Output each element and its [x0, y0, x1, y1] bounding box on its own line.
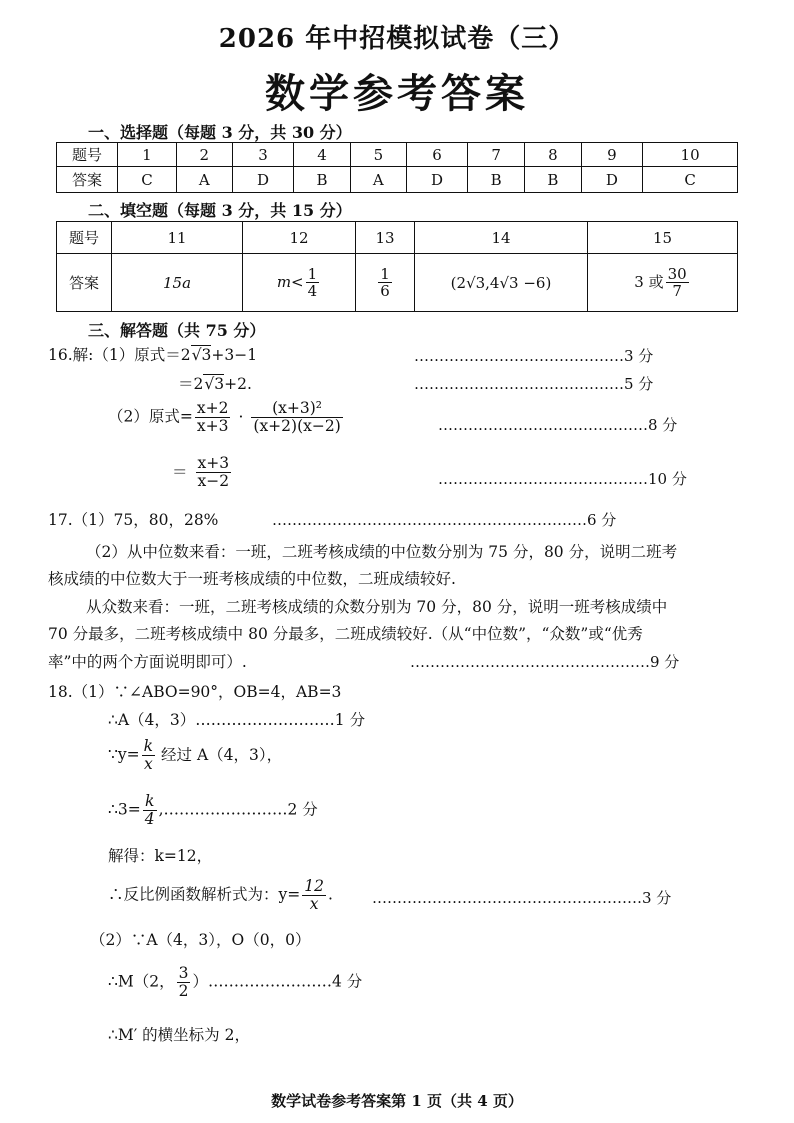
answer-row — [57, 254, 738, 312]
table-cell: 7 — [468, 143, 525, 167]
text: . — [327, 885, 333, 904]
table-cell — [356, 254, 415, 312]
denominator: 4 — [144, 810, 155, 829]
q17-paragraph3-line1: 从众数来看：一班，二班考核成绩的众数分别为 70 分，80 分，说明一班考核成绩中 — [86, 598, 668, 616]
fraction — [195, 400, 231, 435]
table-cell: 3 — [232, 143, 293, 167]
table-cell: 14 — [415, 222, 588, 254]
table-cell: 10 — [643, 143, 738, 167]
table-cell: 4 — [294, 143, 351, 167]
denominator: 7 — [672, 282, 682, 300]
table-cell: A — [176, 167, 232, 193]
section2-heading: 二、填空题（每题 3 分，共 15 分） — [88, 201, 352, 220]
q17-paragraph3-line2: 70 分最多，二班考核成绩中 80 分最多，二班成绩较好.（从“中位数”，“众数”或“优秀 — [48, 625, 643, 643]
numerator: 12 — [304, 877, 324, 895]
text: ∴3= — [108, 800, 141, 819]
question-number-row — [57, 143, 738, 167]
table-cell — [588, 254, 738, 312]
text: +2. — [224, 375, 252, 393]
text: ＝ — [172, 462, 188, 481]
q18-line6 — [108, 878, 333, 913]
q17-line1: 17.（1）75，80，28% — [48, 511, 219, 529]
multiply-dot: · — [238, 407, 244, 426]
sqrt-three: √3 — [204, 375, 225, 393]
q16-line2 — [178, 372, 252, 394]
row-label: 答案 — [57, 254, 112, 312]
fraction — [177, 965, 191, 1000]
table-cell: C — [118, 167, 177, 193]
table-cell: 12 — [243, 222, 356, 254]
table-cell: D — [581, 167, 642, 193]
table-cell: D — [232, 167, 293, 193]
numerator: 1 — [307, 264, 318, 283]
question-number-row — [57, 222, 738, 254]
fraction — [306, 266, 320, 300]
q18-line9: ∴M′ 的横坐标为 2， — [108, 1026, 250, 1044]
fraction — [378, 266, 392, 300]
text: ∴反比例函数解析式为：y= — [108, 885, 301, 904]
table-cell: 1 — [118, 143, 177, 167]
numerator: 1 — [380, 264, 390, 283]
fraction — [142, 738, 155, 773]
q18-line8 — [108, 965, 362, 1000]
text: ）……………………4 分 — [192, 972, 363, 991]
q17-score1: ………………………………………………………6 分 — [272, 511, 617, 529]
text: （2）原式= — [108, 407, 193, 426]
table-cell: 5 — [350, 143, 406, 167]
table-cell — [243, 254, 356, 312]
section1-heading: 一、选择题（每题 3 分，共 30 分） — [88, 123, 352, 142]
q18-line2: ∴A（4，3）………………………1 分 — [108, 711, 366, 729]
numerator: (x+3)² — [251, 400, 342, 418]
q17-score2: …………………………………………9 分 — [410, 653, 680, 671]
numerator: 30 — [667, 264, 687, 283]
numerator: k — [143, 793, 157, 811]
q17-paragraph2-line2: 核成绩的中位数大于一班考核成绩的中位数，二班成绩较好. — [48, 570, 456, 588]
table-cell: 11 — [112, 222, 243, 254]
q18-score3: ………………………………………………3 分 — [372, 889, 672, 907]
numerator: x+3 — [197, 454, 230, 472]
fraction — [143, 793, 157, 828]
table-cell: B — [524, 167, 581, 193]
denominator: 6 — [380, 282, 390, 300]
row-label: 题号 — [57, 143, 118, 167]
q16-line1 — [48, 343, 257, 365]
answer-row — [57, 167, 738, 193]
q18-line1: 18.（1）∵∠ABO=90°，OB=4，AB=3 — [48, 683, 342, 701]
fraction — [251, 400, 342, 435]
table-cell: B — [294, 167, 351, 193]
text: ,……………………2 分 — [158, 800, 318, 819]
table-cell: B — [468, 167, 525, 193]
fraction — [196, 455, 232, 490]
table-cell: D — [406, 167, 467, 193]
table-cell: 15 — [588, 222, 738, 254]
table-cell: 6 — [406, 143, 467, 167]
fill-blank-answer-table — [56, 221, 738, 312]
table-cell: 2 — [176, 143, 232, 167]
q16-line4 — [172, 455, 233, 490]
q16-score3: ……………………………………8 分 — [438, 416, 678, 434]
inequality-prefix: m< — [276, 272, 304, 291]
denominator: x — [309, 895, 319, 914]
q16-line3 — [108, 400, 345, 435]
denominator: 2 — [178, 982, 189, 1001]
numerator: 3 — [178, 964, 189, 982]
denominator: x — [143, 755, 153, 774]
section3-heading: 三、解答题（共 75 分） — [88, 321, 266, 340]
text: +3−1 — [211, 346, 258, 364]
q18-line7: （2）∵A（4，3），O（0，0） — [90, 931, 311, 949]
table-cell: 15a — [112, 254, 243, 312]
fraction — [302, 878, 326, 913]
denominator: (x+2)(x−2) — [253, 417, 341, 436]
table-cell: (2√3,4√3 −6) — [415, 254, 588, 312]
table-cell: C — [643, 167, 738, 193]
denominator: x−2 — [197, 472, 230, 491]
answer-key-title: 数学参考答案 — [265, 70, 529, 117]
table-cell: 9 — [581, 143, 642, 167]
numerator: k — [143, 737, 154, 755]
fraction — [666, 266, 689, 300]
text: ＝2 — [178, 375, 204, 393]
text: 16.解:（1）原式＝2 — [48, 346, 191, 364]
text: 经过 A（4，3）， — [161, 745, 283, 764]
q18-line3 — [108, 738, 282, 773]
choice-answer-table — [56, 142, 738, 193]
row-label: 题号 — [57, 222, 112, 254]
q16-score1: ……………………………………3 分 — [414, 347, 654, 365]
denominator: 4 — [307, 282, 318, 300]
answer-prefix: 3 或 — [634, 272, 664, 291]
sqrt-three: √3 — [191, 346, 212, 364]
q18-line5: 解得：k=12， — [108, 847, 213, 865]
table-cell: 13 — [356, 222, 415, 254]
page-footer: 数学试卷参考答案第 1 页（共 4 页） — [271, 1092, 523, 1110]
exam-title: 2026 年中招模拟试卷（三） — [218, 24, 576, 54]
q16-score4: ……………………………………10 分 — [438, 470, 687, 488]
text: ∴M（2， — [108, 972, 175, 991]
table-cell: 8 — [524, 143, 581, 167]
denominator: x+3 — [196, 417, 229, 436]
text: ∵y= — [108, 745, 140, 764]
q18-line4 — [108, 793, 318, 828]
q17-paragraph2-line1: （2）从中位数来看：一班，二班考核成绩的中位数分别为 75 分，80 分，说明二班考 — [86, 543, 678, 561]
q17-paragraph3-line3: 率”中的两个方面说明即可）. — [48, 653, 247, 671]
row-label: 答案 — [57, 167, 118, 193]
table-cell: A — [350, 167, 406, 193]
numerator: x+2 — [196, 399, 229, 417]
q16-score2: ……………………………………5 分 — [414, 375, 654, 393]
